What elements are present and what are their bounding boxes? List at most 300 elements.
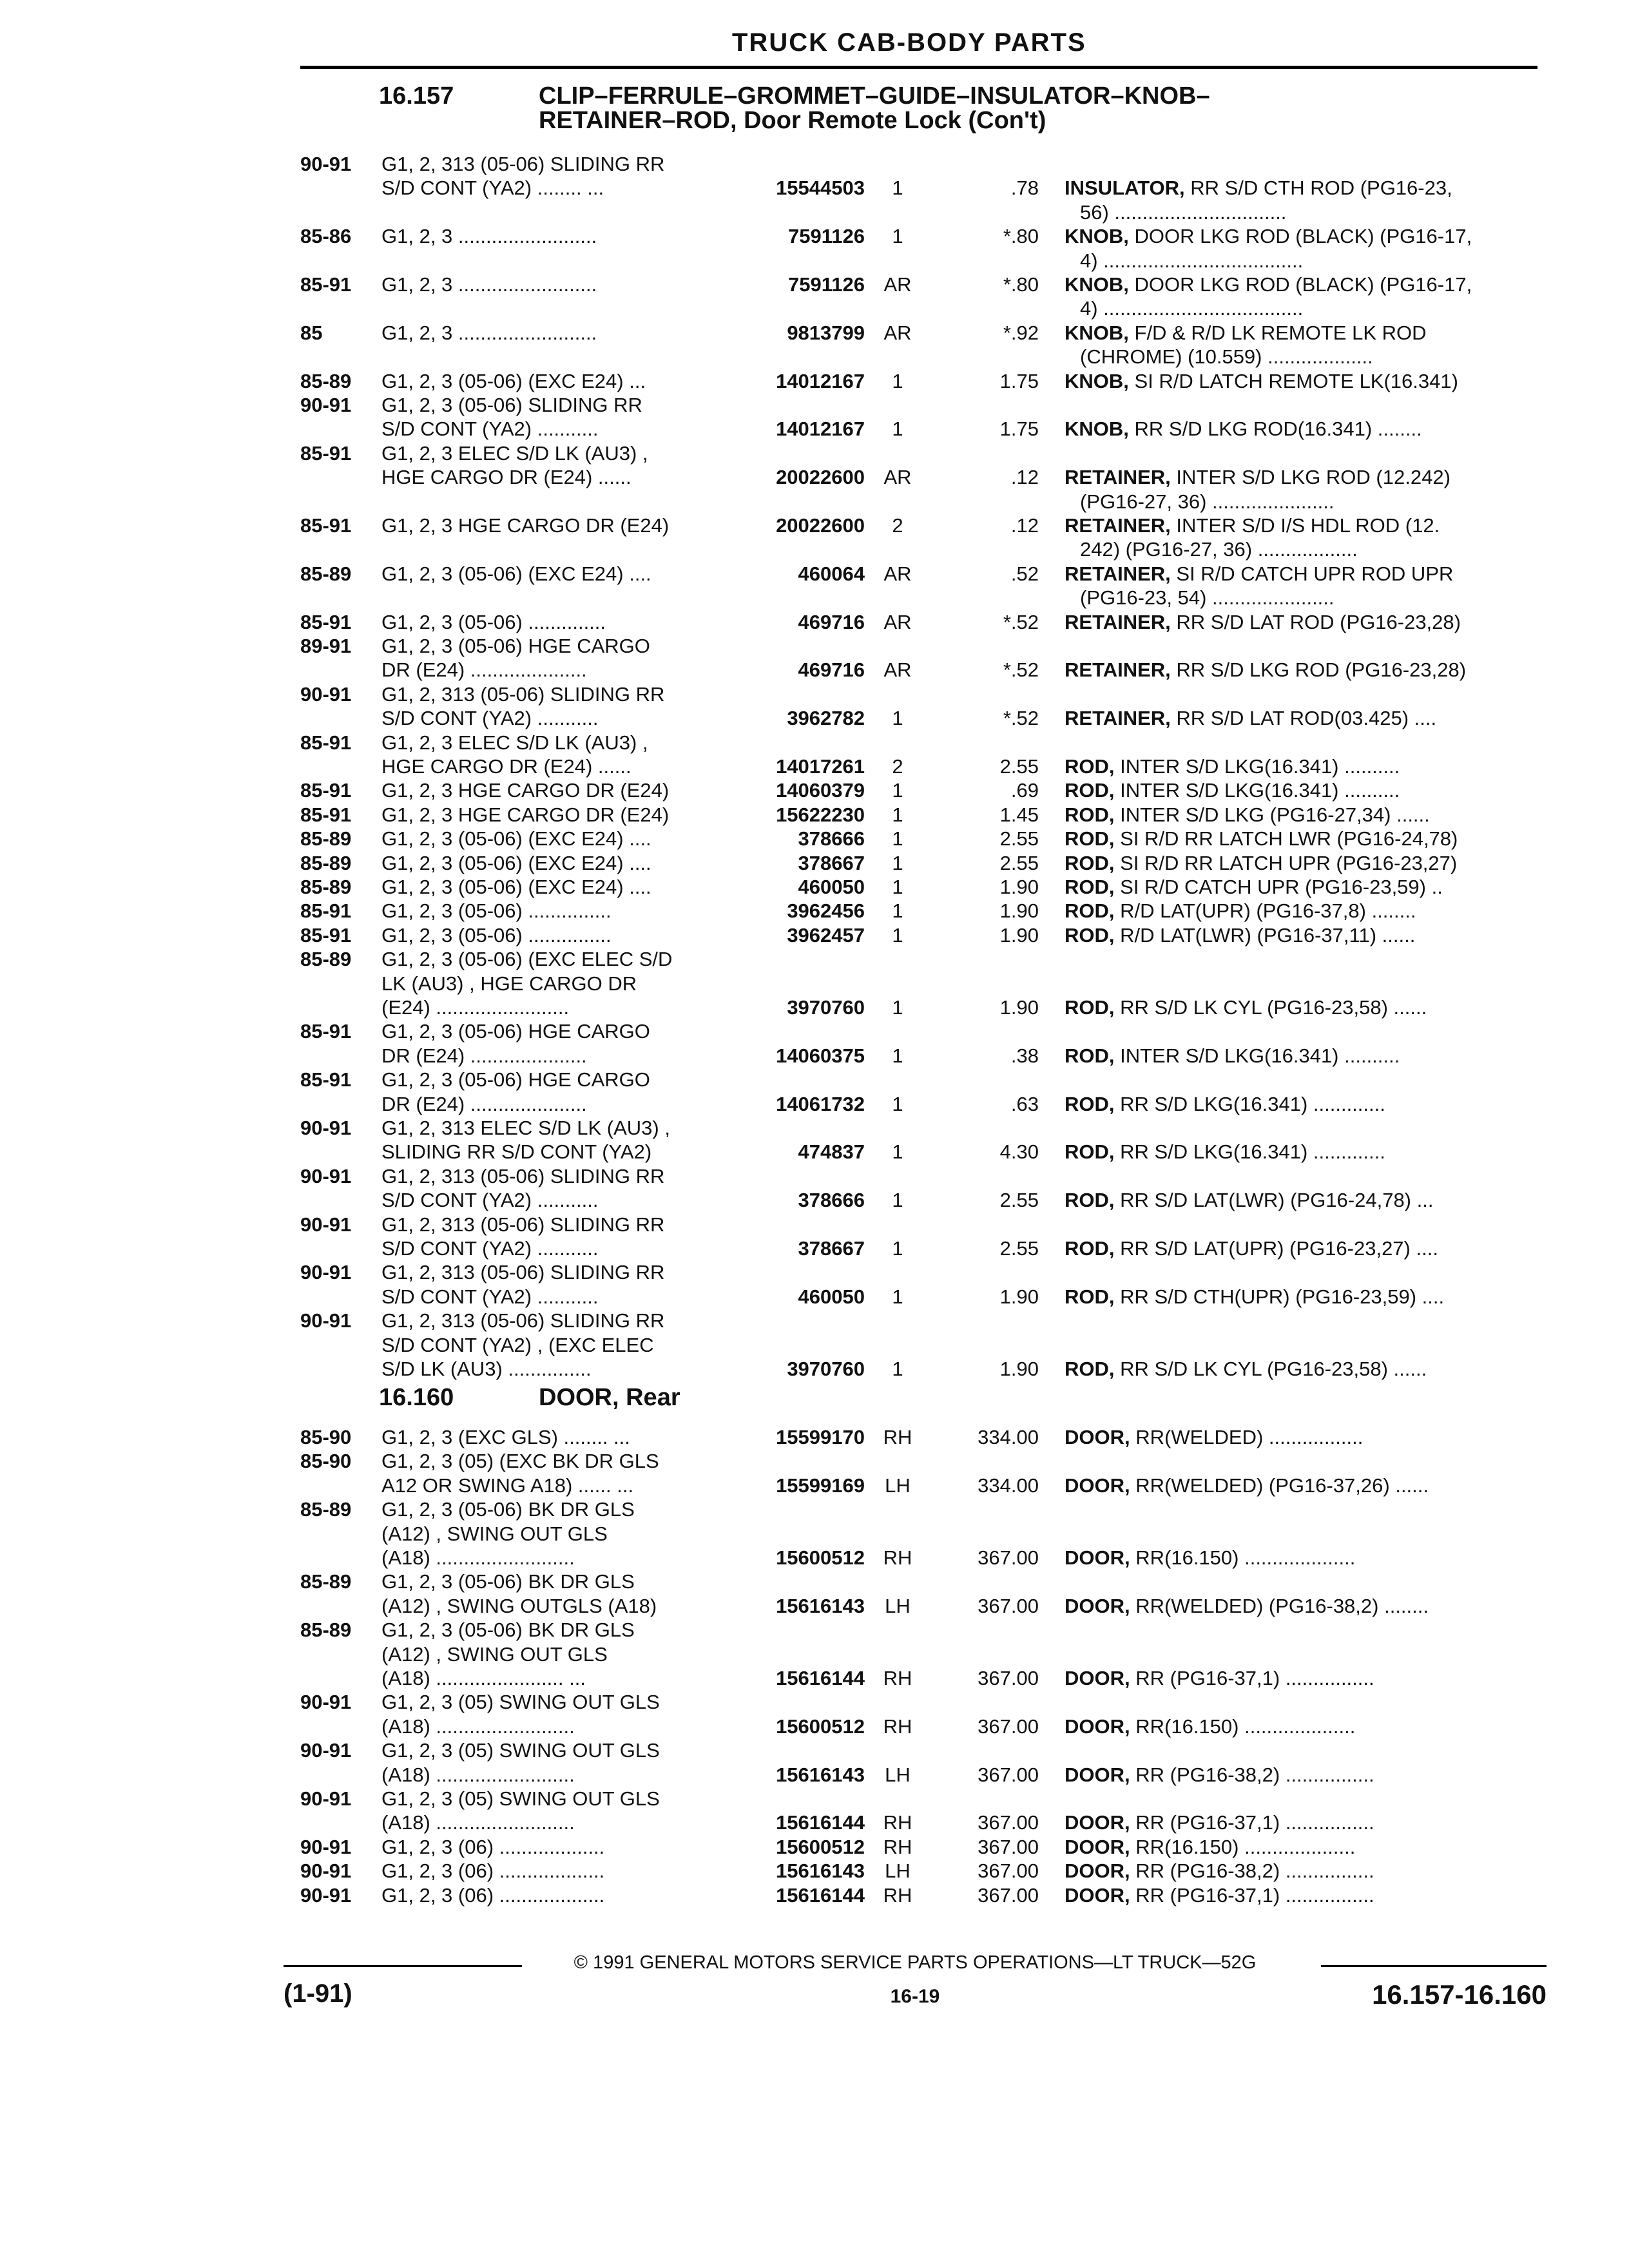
- row-part-name-keyword: KNOB,: [1065, 418, 1129, 441]
- row-part-name-keyword: KNOB,: [1065, 321, 1129, 344]
- row-part-name: [1065, 321, 1535, 345]
- row-price: 367.00: [978, 1594, 1039, 1617]
- row-quantity: 1: [892, 827, 903, 850]
- row-part-name-detail: INTER S/D LKG(16.341) ..........: [1114, 755, 1400, 778]
- row-description-line: G1, 2, 3 .........................: [381, 321, 597, 344]
- row-price: 1.90: [999, 1285, 1039, 1308]
- row-part-name: [1065, 465, 1535, 490]
- row-part-name: [1065, 562, 1535, 586]
- row-part-name-detail: INTER S/D LKG(16.341) ..........: [1114, 1044, 1400, 1067]
- row-part-name-detail: RR S/D LAT ROD(03.425) ....: [1170, 707, 1437, 730]
- row-part-number: 3962456: [787, 899, 865, 923]
- row-quantity: 1: [892, 1237, 903, 1260]
- row-part-name-detail: RR S/D LKG(16.341) .............: [1114, 1092, 1385, 1115]
- row-years: 85-91: [300, 923, 352, 947]
- row-description-line: G1, 2, 3 (05-06) HGE CARGO: [381, 635, 650, 657]
- row-part-name-detail: RR S/D LKG ROD(16.341) ........: [1128, 418, 1422, 441]
- row-part-name: [1065, 176, 1535, 200]
- row-part-name-keyword: ROD,: [1065, 755, 1115, 778]
- row-price: 367.00: [978, 1667, 1039, 1689]
- row-part-name-keyword: KNOB,: [1065, 273, 1129, 296]
- row-part-name-keyword: ROD,: [1065, 803, 1115, 826]
- row-description-line: G1, 2, 3 (05-06) HGE CARGO: [381, 1068, 650, 1091]
- row-part-name-detail: RR S/D LAT(UPR) (PG16-23,27) ....: [1114, 1237, 1438, 1260]
- row-part-name: [1065, 417, 1535, 441]
- row-years: 85-89: [300, 876, 352, 898]
- row-part-name-keyword: ROD,: [1065, 1044, 1115, 1067]
- row-years: 85-91: [300, 779, 352, 802]
- row-description-line: G1, 2, 3 (05-06) (EXC E24) ...: [381, 369, 646, 392]
- section-heading: [0, 82, 1629, 140]
- row-part-number: 15616144: [776, 1883, 865, 1907]
- footer-page-number: 16-19: [890, 1986, 940, 2007]
- row-part-number: 14012167: [776, 369, 865, 392]
- row-part-name: [1065, 1285, 1535, 1309]
- row-years: 85-89: [300, 851, 352, 874]
- row-part-name-keyword: DOOR,: [1065, 1474, 1130, 1497]
- row-part-name-keyword: DOOR,: [1065, 1546, 1130, 1569]
- row-years: 90-91: [300, 153, 352, 175]
- row-part-number: 14012167: [776, 418, 865, 441]
- row-description-line: DR (E24) .....................: [381, 1044, 587, 1067]
- row-part-number: 378666: [798, 827, 865, 850]
- row-years: 85-89: [300, 1570, 352, 1593]
- row-years: 90-91: [300, 1835, 352, 1858]
- row-years: 90-91: [300, 1739, 352, 1762]
- row-description-line: HGE CARGO DR (E24) ......: [381, 466, 631, 489]
- row-description-line: G1, 2, 3 (05-06) BK DR GLS: [381, 1619, 635, 1642]
- row-years: 85-91: [300, 899, 352, 923]
- row-years: 85-86: [300, 225, 352, 248]
- row-part-name: [1065, 1715, 1535, 1739]
- row-part-number: 378666: [798, 1189, 865, 1212]
- row-part-name-keyword: DOOR,: [1065, 1594, 1130, 1617]
- row-description-line: G1, 2, 3 (05-06) (EXC E24) ....: [381, 562, 651, 585]
- row-description-line: G1, 2, 3 (05-06) HGE CARGO: [381, 1020, 650, 1043]
- row-years: 85-91: [300, 610, 352, 633]
- page-header: [300, 26, 1537, 69]
- row-part-name-detail: SI R/D CATCH UPR ROD UPR: [1170, 562, 1454, 585]
- row-part-name-detail: RR (PG16-37,1) ................: [1130, 1811, 1374, 1834]
- row-part-name-keyword: DOOR,: [1065, 1835, 1130, 1858]
- row-part-name: [1065, 1425, 1535, 1450]
- row-part-name: [1065, 1474, 1535, 1498]
- row-quantity: 1: [892, 1044, 903, 1067]
- row-part-name-keyword: ROD,: [1065, 1285, 1115, 1308]
- row-quantity: RH: [883, 1715, 912, 1738]
- row-description-line: G1, 2, 3 (06) ...................: [381, 1883, 605, 1907]
- row-price: 1.75: [999, 418, 1039, 441]
- row-quantity: 1: [892, 177, 903, 200]
- row-description-line: S/D CONT (YA2) ...........: [381, 1189, 599, 1212]
- row-quantity: LH: [885, 1763, 911, 1786]
- row-part-number: 14017261: [776, 755, 865, 778]
- row-part-name: [1065, 1044, 1535, 1068]
- row-years: 85-89: [300, 1498, 352, 1521]
- footer-section-range: 16.157-16.160: [1372, 1979, 1547, 2010]
- section-number: 16.157: [379, 82, 454, 110]
- section-title-line-1: CLIP–FERRULE–GROMMET–GUIDE–INSULATOR–KNOB–: [539, 82, 1210, 110]
- row-quantity: 1: [892, 369, 903, 392]
- row-part-name: [1065, 369, 1535, 394]
- row-part-name-keyword: RETAINER,: [1065, 562, 1171, 585]
- row-price: 2.55: [999, 1189, 1039, 1212]
- row-description-line: G1, 2, 313 (05-06) SLIDING RR: [381, 1164, 665, 1187]
- section-title-line-2: RETAINER–ROD, Door Remote Lock (Con't): [539, 107, 1046, 134]
- row-part-name: [1065, 1859, 1535, 1883]
- row-description-line: G1, 2, 3 HGE CARGO DR (E24): [381, 779, 670, 802]
- row-part-number: 15599170: [776, 1426, 865, 1448]
- row-part-name: [1065, 1092, 1535, 1117]
- row-price: 4.30: [999, 1140, 1039, 1164]
- row-part-number: 14060379: [776, 779, 865, 802]
- row-price: .63: [1010, 1092, 1039, 1115]
- row-part-number: 15600512: [776, 1546, 865, 1569]
- row-price: 1.45: [999, 803, 1039, 826]
- row-part-name-keyword: RETAINER,: [1065, 466, 1171, 489]
- row-quantity: RH: [883, 1667, 912, 1689]
- row-quantity: 1: [892, 225, 903, 248]
- row-description-line: G1, 2, 3 (06) ...................: [381, 1860, 605, 1883]
- row-quantity: 1: [892, 1285, 903, 1308]
- row-part-name-keyword: DOOR,: [1065, 1715, 1130, 1738]
- row-quantity: 1: [892, 1189, 903, 1212]
- row-description-line: G1, 2, 3 (06) ...................: [381, 1835, 605, 1858]
- row-part-name-detail: RR(WELDED) .................: [1130, 1426, 1364, 1448]
- row-description-line: G1, 2, 313 (05-06) SLIDING RR: [381, 1309, 665, 1332]
- row-part-name-detail: RR S/D LK CYL (PG16-23,58) ......: [1114, 996, 1427, 1019]
- row-part-name-detail: INTER S/D LKG ROD (12.242): [1170, 466, 1451, 489]
- row-years: 85-89: [300, 1619, 352, 1642]
- row-description-line: SLIDING RR S/D CONT (YA2): [381, 1140, 652, 1164]
- row-description-line: G1, 2, 313 (05-06) SLIDING RR: [381, 1261, 665, 1284]
- row-part-name: [1065, 1236, 1535, 1261]
- row-years: 85-90: [300, 1450, 352, 1473]
- row-price: .12: [1010, 466, 1039, 489]
- row-years: 90-91: [300, 682, 352, 706]
- row-price: 2.55: [999, 827, 1039, 850]
- row-years: 90-91: [300, 1213, 352, 1236]
- row-years: 85-91: [300, 803, 352, 826]
- row-part-name-continued: 242) (PG16-27, 36) ..................: [1080, 538, 1358, 561]
- row-years: 85-89: [300, 562, 352, 585]
- row-part-name: [1065, 1188, 1535, 1213]
- row-part-number: 15599169: [776, 1474, 865, 1497]
- row-years: 85: [300, 321, 323, 344]
- row-part-name: [1065, 1357, 1535, 1381]
- row-part-number: 469716: [798, 610, 865, 633]
- row-years: 89-91: [300, 635, 352, 657]
- row-part-number: 3962782: [787, 707, 865, 730]
- row-description-line: HGE CARGO DR (E24) ......: [381, 755, 631, 778]
- row-description-line: S/D CONT (YA2) ...........: [381, 1285, 599, 1308]
- row-description-line: G1, 2, 3 .........................: [381, 273, 597, 296]
- row-part-name: [1065, 273, 1535, 297]
- row-part-name: [1065, 224, 1535, 249]
- row-part-name: [1065, 754, 1535, 779]
- row-description-line: G1, 2, 3 (05-06) ...............: [381, 899, 612, 923]
- row-part-name: [1065, 1763, 1535, 1787]
- row-part-name-keyword: ROD,: [1065, 851, 1115, 874]
- row-part-name-continued: 4) ....................................: [1080, 297, 1304, 320]
- section-heading: [0, 1384, 1629, 1414]
- row-description-line: S/D CONT (YA2) ...........: [381, 418, 599, 441]
- row-description-line: G1, 2, 3 (05-06) BK DR GLS: [381, 1570, 635, 1593]
- row-years: 85-91: [300, 441, 352, 465]
- row-years: 90-91: [300, 1691, 352, 1714]
- row-part-name: [1065, 851, 1535, 876]
- row-part-name-detail: DOOR LKG ROD (BLACK) (PG16-17,: [1128, 225, 1472, 248]
- row-part-name-keyword: ROD,: [1065, 923, 1115, 947]
- row-part-name: [1065, 514, 1535, 538]
- row-part-number: 378667: [798, 851, 865, 874]
- row-price: 1.75: [999, 369, 1039, 392]
- row-description-line: G1, 2, 3 (05-06) BK DR GLS: [381, 1498, 635, 1521]
- row-description-line: G1, 2, 3 .........................: [381, 225, 597, 248]
- row-quantity: 1: [892, 1140, 903, 1164]
- row-price: 1.90: [999, 923, 1039, 947]
- row-part-name-continued: 4) ....................................: [1080, 249, 1304, 272]
- row-description-line: (A18) .........................: [381, 1546, 575, 1569]
- row-years: 90-91: [300, 1787, 352, 1810]
- row-price: 1.90: [999, 876, 1039, 898]
- row-quantity: 1: [892, 851, 903, 874]
- row-quantity: RH: [883, 1811, 912, 1834]
- row-part-name-keyword: KNOB,: [1065, 369, 1129, 392]
- row-description-line: G1, 2, 3 (05-06) ...............: [381, 923, 612, 947]
- row-price: .12: [1010, 514, 1039, 537]
- row-part-name-keyword: DOOR,: [1065, 1860, 1130, 1883]
- row-part-number: 14060375: [776, 1044, 865, 1067]
- row-price: 367.00: [978, 1715, 1039, 1738]
- row-part-name: [1065, 778, 1535, 803]
- row-description-line: DR (E24) .....................: [381, 1092, 587, 1115]
- row-part-name-detail: SI R/D LATCH REMOTE LK(16.341): [1128, 369, 1458, 392]
- row-part-name-detail: RR (PG16-37,1) ................: [1130, 1883, 1374, 1907]
- row-part-name: [1065, 803, 1535, 827]
- row-price: 2.55: [999, 851, 1039, 874]
- row-part-number: 469716: [798, 658, 865, 682]
- row-price: 334.00: [978, 1474, 1039, 1497]
- row-description-line: (A12) , SWING OUT GLS: [381, 1522, 608, 1545]
- row-part-number: 7591126: [788, 225, 865, 248]
- row-part-number: 15616143: [776, 1860, 865, 1883]
- row-quantity: 1: [892, 923, 903, 947]
- row-quantity: LH: [885, 1594, 911, 1617]
- row-part-name-detail: SI R/D RR LATCH UPR (PG16-23,27): [1114, 851, 1458, 874]
- row-part-number: 15622230: [776, 803, 865, 826]
- page-footer: [284, 1946, 1547, 2023]
- row-description-line: A12 OR SWING A18) ...... ...: [381, 1474, 634, 1497]
- row-part-name-keyword: KNOB,: [1065, 225, 1129, 248]
- row-part-name-detail: R/D LAT(LWR) (PG16-37,11) ......: [1114, 923, 1416, 947]
- row-quantity: LH: [885, 1860, 911, 1883]
- row-part-name-detail: RR (PG16-37,1) ................: [1130, 1667, 1374, 1689]
- row-part-name-keyword: ROD,: [1065, 996, 1115, 1019]
- row-quantity: AR: [883, 273, 912, 296]
- row-part-number: 460050: [798, 1285, 865, 1308]
- row-quantity: 1: [892, 996, 903, 1019]
- row-years: 90-91: [300, 1309, 352, 1332]
- row-part-name-detail: RR S/D LAT ROD (PG16-23,28): [1170, 610, 1461, 633]
- row-quantity: 1: [892, 418, 903, 441]
- row-part-number: 15616144: [776, 1667, 865, 1689]
- row-part-name: [1065, 1883, 1535, 1908]
- row-years: 85-89: [300, 827, 352, 850]
- row-description-line: G1, 2, 313 (05-06) SLIDING RR: [381, 682, 665, 706]
- row-years: 85-91: [300, 1020, 352, 1043]
- row-part-name-keyword: DOOR,: [1065, 1883, 1130, 1907]
- row-part-number: 9813799: [787, 321, 865, 344]
- row-part-name-keyword: ROD,: [1065, 1092, 1115, 1115]
- row-description-line: G1, 2, 3 (05-06) (EXC ELEC S/D: [381, 948, 673, 971]
- row-years: 90-91: [300, 1117, 352, 1139]
- row-part-name-detail: RR S/D LAT(LWR) (PG16-24,78) ...: [1114, 1189, 1434, 1212]
- row-part-name-keyword: ROD,: [1065, 1189, 1115, 1212]
- row-part-name-detail: SI R/D CATCH UPR (PG16-23,59) ..: [1114, 876, 1443, 898]
- row-quantity: RH: [883, 1883, 912, 1907]
- row-part-number: 15600512: [776, 1715, 865, 1738]
- row-part-number: 460050: [798, 876, 865, 898]
- row-description-line: S/D CONT (YA2) ...........: [381, 1237, 599, 1260]
- row-part-number: 14061732: [776, 1092, 865, 1115]
- footer-edition: (1-91): [284, 1979, 352, 2008]
- row-price: 367.00: [978, 1860, 1039, 1883]
- row-part-name-detail: R/D LAT(UPR) (PG16-37,8) ........: [1114, 899, 1416, 923]
- row-part-number: 3962457: [787, 923, 865, 947]
- row-part-name-detail: RR S/D LKG(16.341) .............: [1114, 1140, 1385, 1164]
- row-quantity: 1: [892, 899, 903, 923]
- row-part-name: [1065, 706, 1535, 731]
- row-part-number: 15544503: [776, 177, 865, 200]
- row-part-name-keyword: RETAINER,: [1065, 514, 1171, 537]
- row-description-line: G1, 2, 3 (05-06) ..............: [381, 610, 606, 633]
- row-part-name: [1065, 1140, 1535, 1164]
- row-price: 334.00: [978, 1426, 1039, 1448]
- row-years: 85-90: [300, 1426, 352, 1448]
- row-price: 367.00: [978, 1763, 1039, 1786]
- row-part-name-detail: SI R/D RR LATCH LWR (PG16-24,78): [1114, 827, 1458, 850]
- row-description-line: G1, 2, 3 ELEC S/D LK (AU3) ,: [381, 441, 648, 465]
- row-description-line: (A12) , SWING OUTGLS (A18): [381, 1594, 657, 1617]
- row-description-line: S/D CONT (YA2) ........ ...: [381, 177, 604, 200]
- row-part-name-keyword: DOOR,: [1065, 1811, 1130, 1834]
- row-part-name-continued: (PG16-27, 36) ......................: [1080, 490, 1335, 513]
- row-part-name: [1065, 610, 1535, 635]
- row-price: .69: [1010, 779, 1039, 802]
- row-quantity: AR: [883, 658, 912, 682]
- section-title-line-1: DOOR, Rear: [539, 1384, 680, 1411]
- row-part-number: 15600512: [776, 1835, 865, 1858]
- row-part-name-keyword: ROD,: [1065, 876, 1115, 898]
- row-part-name: [1065, 923, 1535, 948]
- row-part-name-detail: RR (PG16-38,2) ................: [1130, 1860, 1374, 1883]
- row-years: 90-91: [300, 1860, 352, 1883]
- row-quantity: RH: [883, 1835, 912, 1858]
- row-part-number: 474837: [798, 1140, 865, 1164]
- row-part-name: [1065, 1666, 1535, 1691]
- row-part-name: [1065, 1835, 1535, 1860]
- row-quantity: RH: [883, 1426, 912, 1448]
- row-years: 90-91: [300, 1261, 352, 1284]
- row-description-line: G1, 2, 313 (05-06) SLIDING RR: [381, 1213, 665, 1236]
- row-price: 367.00: [978, 1546, 1039, 1569]
- row-part-name-detail: INTER S/D LKG (PG16-27,34) ......: [1114, 803, 1430, 826]
- row-quantity: 1: [892, 1358, 903, 1380]
- row-description-line: G1, 2, 3 (05-06) (EXC E24) ....: [381, 827, 651, 850]
- row-price: .52: [1010, 562, 1039, 585]
- row-part-name: [1065, 658, 1535, 682]
- row-part-name-keyword: DOOR,: [1065, 1667, 1130, 1689]
- row-quantity: 1: [892, 876, 903, 898]
- row-part-name: [1065, 827, 1535, 851]
- row-years: 90-91: [300, 394, 352, 416]
- row-description-line: G1, 2, 3 (05-06) SLIDING RR: [381, 394, 642, 416]
- row-part-number: 460064: [798, 562, 865, 585]
- row-description-line: G1, 2, 313 ELEC S/D LK (AU3) ,: [381, 1117, 670, 1139]
- row-part-name-continued: (CHROME) (10.559) ...................: [1080, 345, 1373, 369]
- row-description-line: G1, 2, 3 (05) SWING OUT GLS: [381, 1787, 660, 1810]
- row-part-number: 3970760: [787, 996, 865, 1019]
- row-part-name-keyword: ROD,: [1065, 1237, 1115, 1260]
- row-description-line: (A18) .........................: [381, 1811, 575, 1834]
- row-description-line: G1, 2, 3 (05) SWING OUT GLS: [381, 1739, 660, 1762]
- row-quantity: AR: [883, 466, 912, 489]
- row-part-name: [1065, 899, 1535, 923]
- row-description-line: G1, 2, 3 (05-06) (EXC E24) ....: [381, 876, 651, 898]
- row-description-line: DR (E24) .....................: [381, 658, 587, 682]
- row-part-name-detail: RR S/D LK CYL (PG16-23,58) ......: [1114, 1358, 1427, 1380]
- row-price: .38: [1010, 1044, 1039, 1067]
- row-part-name-keyword: ROD,: [1065, 1358, 1115, 1380]
- section-number: 16.160: [379, 1384, 454, 1411]
- row-years: 85-91: [300, 514, 352, 537]
- row-part-number: 7591126: [788, 273, 865, 296]
- row-price: 1.90: [999, 996, 1039, 1019]
- row-part-name-keyword: ROD,: [1065, 1140, 1115, 1164]
- row-description-line: G1, 2, 3 (05-06) (EXC E24) ....: [381, 851, 651, 874]
- row-part-name: [1065, 1594, 1535, 1619]
- row-quantity: RH: [883, 1546, 912, 1569]
- row-part-name-detail: RR (PG16-38,2) ................: [1130, 1763, 1374, 1786]
- row-part-name-detail: DOOR LKG ROD (BLACK) (PG16-17,: [1128, 273, 1472, 296]
- row-quantity: LH: [885, 1474, 911, 1497]
- row-part-number: 15616143: [776, 1594, 865, 1617]
- row-part-name: [1065, 875, 1535, 899]
- row-price: *.92: [1003, 321, 1039, 344]
- row-price: 367.00: [978, 1883, 1039, 1907]
- row-description-line: G1, 2, 3 (EXC GLS) ........ ...: [381, 1426, 630, 1448]
- row-price: 367.00: [978, 1835, 1039, 1858]
- row-description-line: G1, 2, 3 HGE CARGO DR (E24): [381, 514, 670, 537]
- row-years: 85-89: [300, 948, 352, 971]
- row-part-name-keyword: RETAINER,: [1065, 610, 1171, 633]
- row-part-number: 378667: [798, 1237, 865, 1260]
- row-years: 85-89: [300, 369, 352, 392]
- row-description-line: LK (AU3) , HGE CARGO DR: [381, 972, 637, 995]
- row-part-name-detail: F/D & R/D LK REMOTE LK ROD: [1128, 321, 1427, 344]
- row-description-line: G1, 2, 313 (05-06) SLIDING RR: [381, 153, 665, 175]
- row-description-line: S/D CONT (YA2) , (EXC ELEC: [381, 1333, 654, 1356]
- row-part-name-keyword: RETAINER,: [1065, 658, 1171, 682]
- row-years: 85-91: [300, 1068, 352, 1091]
- row-description-line: (A12) , SWING OUT GLS: [381, 1642, 608, 1666]
- row-quantity: AR: [883, 321, 912, 344]
- row-description-line: (E24) ........................: [381, 996, 570, 1019]
- row-part-name-continued: 56) ...............................: [1080, 200, 1287, 224]
- row-part-name-keyword: DOOR,: [1065, 1426, 1130, 1448]
- row-price: .78: [1010, 177, 1039, 200]
